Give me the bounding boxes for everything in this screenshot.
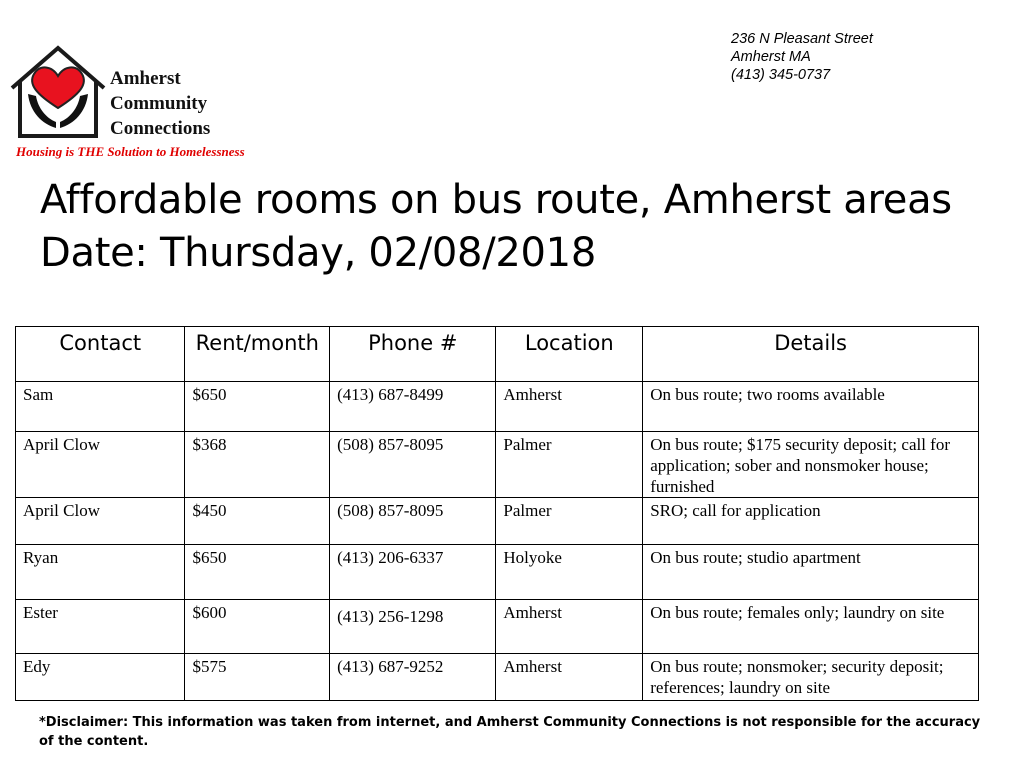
page-heading [40, 174, 952, 280]
cell-contact: April Clow [16, 498, 185, 545]
table-row [16, 654, 979, 701]
org-name-line-1: Amherst [110, 68, 181, 89]
cell-details: On bus route; $175 security deposit; call for application; sober and nonsmoker house; furnished [643, 432, 979, 498]
cell-rent: $368 [185, 432, 330, 498]
table-row [16, 432, 979, 498]
listings-table [15, 326, 979, 701]
address-city: Amherst MA [731, 49, 811, 65]
cell-location: Amherst [496, 600, 643, 654]
org-tagline: Housing is THE Solution to Homelessness [16, 144, 245, 159]
cell-location: Palmer [496, 498, 643, 545]
header-contact: Contact [16, 327, 185, 382]
cell-rent: $650 [185, 545, 330, 600]
cell-details: On bus route; studio apartment [643, 545, 979, 600]
cell-phone: (508) 857-8095 [330, 432, 496, 498]
cell-contact: April Clow [16, 432, 185, 498]
table-row [16, 498, 979, 545]
table-header-row [16, 327, 979, 382]
cell-contact: Sam [16, 382, 185, 432]
cell-location: Palmer [496, 432, 643, 498]
cell-details: On bus route; females only; laundry on site [643, 600, 979, 654]
cell-contact: Ester [16, 600, 185, 654]
cell-details: SRO; call for application [643, 498, 979, 545]
table-row [16, 545, 979, 600]
cell-rent: $575 [185, 654, 330, 701]
page-title: Affordable rooms on bus route, Amherst areas [40, 177, 952, 223]
header-rent: Rent/month [185, 327, 330, 382]
cell-details: On bus route; nonsmoker; security deposit; references; laundry on site [643, 654, 979, 701]
address-phone: (413) 345-0737 [731, 67, 831, 83]
header-phone: Phone # [330, 327, 496, 382]
cell-phone: (413) 687-8499 [330, 382, 496, 432]
cell-phone: (508) 857-8095 [330, 498, 496, 545]
cell-rent: $600 [185, 600, 330, 654]
cell-location: Amherst [496, 654, 643, 701]
table-row [16, 382, 979, 432]
cell-phone: (413) 206-6337 [330, 545, 496, 600]
cell-location: Amherst [496, 382, 643, 432]
org-name-line-3: Connections [110, 118, 211, 139]
cell-contact: Ryan [16, 545, 185, 600]
house-heart-hands-icon [6, 44, 110, 140]
disclaimer-text: *Disclaimer: This information was taken from internet, and Amherst Community Connections is not responsible for the accuracy of the content. [39, 715, 981, 749]
cell-location: Holyoke [496, 545, 643, 600]
cell-details: On bus route; two rooms available [643, 382, 979, 432]
cell-contact: Edy [16, 654, 185, 701]
cell-rent: $650 [185, 382, 330, 432]
cell-rent: $450 [185, 498, 330, 545]
table-row [16, 600, 979, 654]
organization-logo [6, 44, 296, 164]
header-details: Details [643, 327, 979, 382]
address-street: 236 N Pleasant Street [731, 31, 873, 47]
org-name-line-2: Community [110, 93, 208, 114]
page-date: Date: Thursday, 02/08/2018 [40, 230, 596, 276]
cell-phone: (413) 256-1298 [330, 600, 496, 654]
cell-phone: (413) 687-9252 [330, 654, 496, 701]
header-location: Location [496, 327, 643, 382]
address-block [731, 30, 873, 84]
